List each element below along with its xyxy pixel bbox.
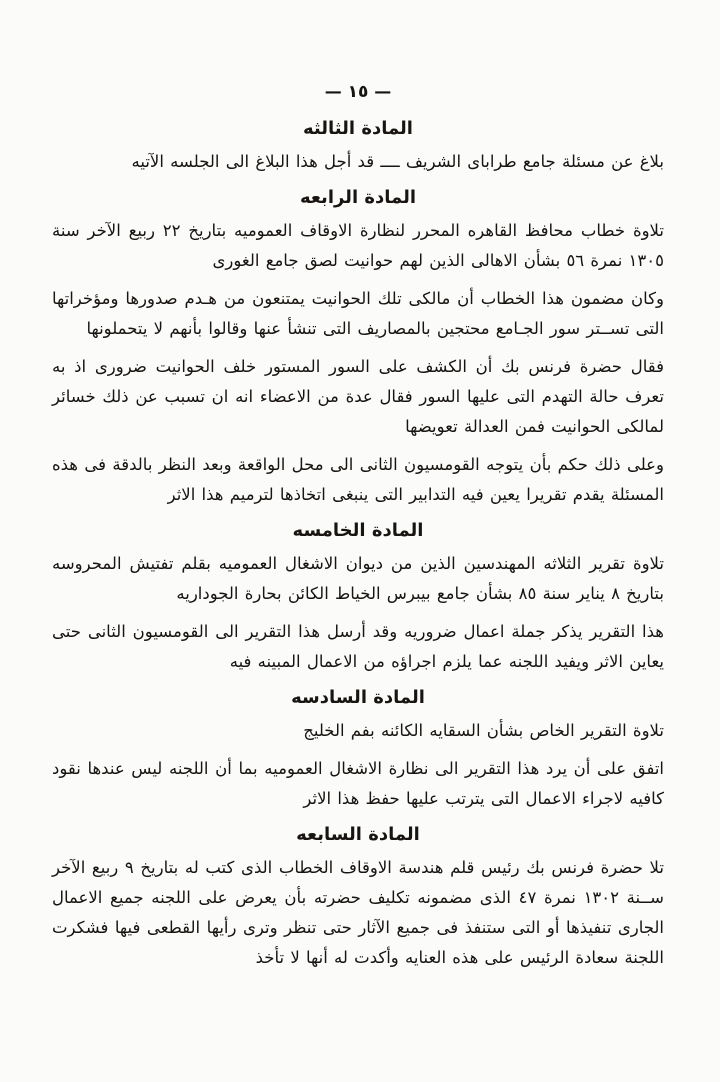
section-article-5 bbox=[52, 520, 664, 677]
paragraph: وكان مضمون هذا الخطاب أن مالكى تلك الحوانيت يمتنعون من هـدم صدورها ومؤخراتها التى تســتر سور الجـامع محتجين بالمصاريف التى تنشأ عنها وقالوا بأنهم لا يتحملونها bbox=[52, 289, 664, 339]
section-article-6 bbox=[52, 687, 664, 814]
paragraph: تلاوة تقرير الثلاثه المهندسين الذين من ديوان الاشغال العموميه بقلم تفتيش المحروسه بتاريخ ٨ يناير سنة ٨٥ بشأن جامع بيبرس الخياط الكائن بحارة الجوداريه bbox=[52, 554, 664, 604]
paragraph: تلاوة خطاب محافظ القاهره المحرر لنظارة الاوقاف العموميه بتاريخ ٢٢ ربيع الآخر سنة ١٣٠٥ نمرة ٥٦ بشأن الاهالى الذين لهم حوانيت لصق جامع الغورى bbox=[52, 221, 664, 271]
section-heading: المادة الرابعه bbox=[299, 187, 416, 209]
page-number: — ١٥ — bbox=[324, 82, 392, 102]
paragraph: فقال حضرة فرنس بك أن الكشف على السور المستور خلف الحوانيت ضرورى اذ به تعرف حالة التهدم التى عليها السور فقال عدة من الاعضاء انه ان تسبب عن ذلك خسائر لمالكى الحوانيت فمن العدالة تعويضها bbox=[52, 357, 664, 437]
paragraph: تلا حضرة فرنس بك رئيس قلم هندسة الاوقاف الخطاب الذى كتب له بتاريخ ٩ ربيع الآخر ســنة ١٣٠٢ نمرة ٤٧ الذى مضمونه تكليف حضرته بأن يعرض على اللجنه جميع الاعمال الجارى تنفيذها أو التى ستنفذ فى جميع الآثار حتى تنظر وترى رأيها القطعى فيها فشكرت اللجنة سعادة الرئيس على هذه العنايه وأكدت له أنها لا تأخذ bbox=[52, 858, 664, 968]
section-heading: المادة الثالثه bbox=[303, 118, 413, 139]
paragraph: بلاغ عن مسئلة جامع طراباى الشريف ــــ قد أجل هذا البلاغ الى الجلسه الآتيه bbox=[131, 152, 664, 171]
section-heading: المادة السابعه bbox=[296, 824, 420, 846]
section-article-7 bbox=[52, 824, 664, 973]
section-heading: المادة السادسه bbox=[291, 687, 425, 709]
paragraph: هذا التقرير يذكر جملة اعمال ضروريه وقد أرسل هذا التقرير الى القومسيون الثانى حتى يعاين الاثر ويفيد اللجنه عما يلزم اجراؤه من الاعمال المبينه فيه bbox=[52, 622, 664, 672]
paragraph: تلاوة التقرير الخاص بشأن السقايه الكائنه بفم الخليج bbox=[303, 721, 664, 741]
paragraph: وعلى ذلك حكم بأن يتوجه القومسيون الثانى الى محل الواقعة وبعد النظر بالدقة فى هذه المسئلة يقدم تقريرا يعين فيه التدابير التى ينبغى اتخاذها لترميم هذا الاثر bbox=[52, 455, 664, 505]
section-article-3 bbox=[52, 118, 664, 177]
section-heading: المادة الخامسه bbox=[292, 520, 424, 542]
section-article-4 bbox=[52, 187, 664, 510]
paragraph: اتفق على أن يرد هذا التقرير الى نظارة الاشغال العموميه بما أن اللجنه ليس عندها نقود كافيه لاجراء الاعمال التى يترتب عليها حفظ هذا الاثر bbox=[52, 759, 664, 809]
